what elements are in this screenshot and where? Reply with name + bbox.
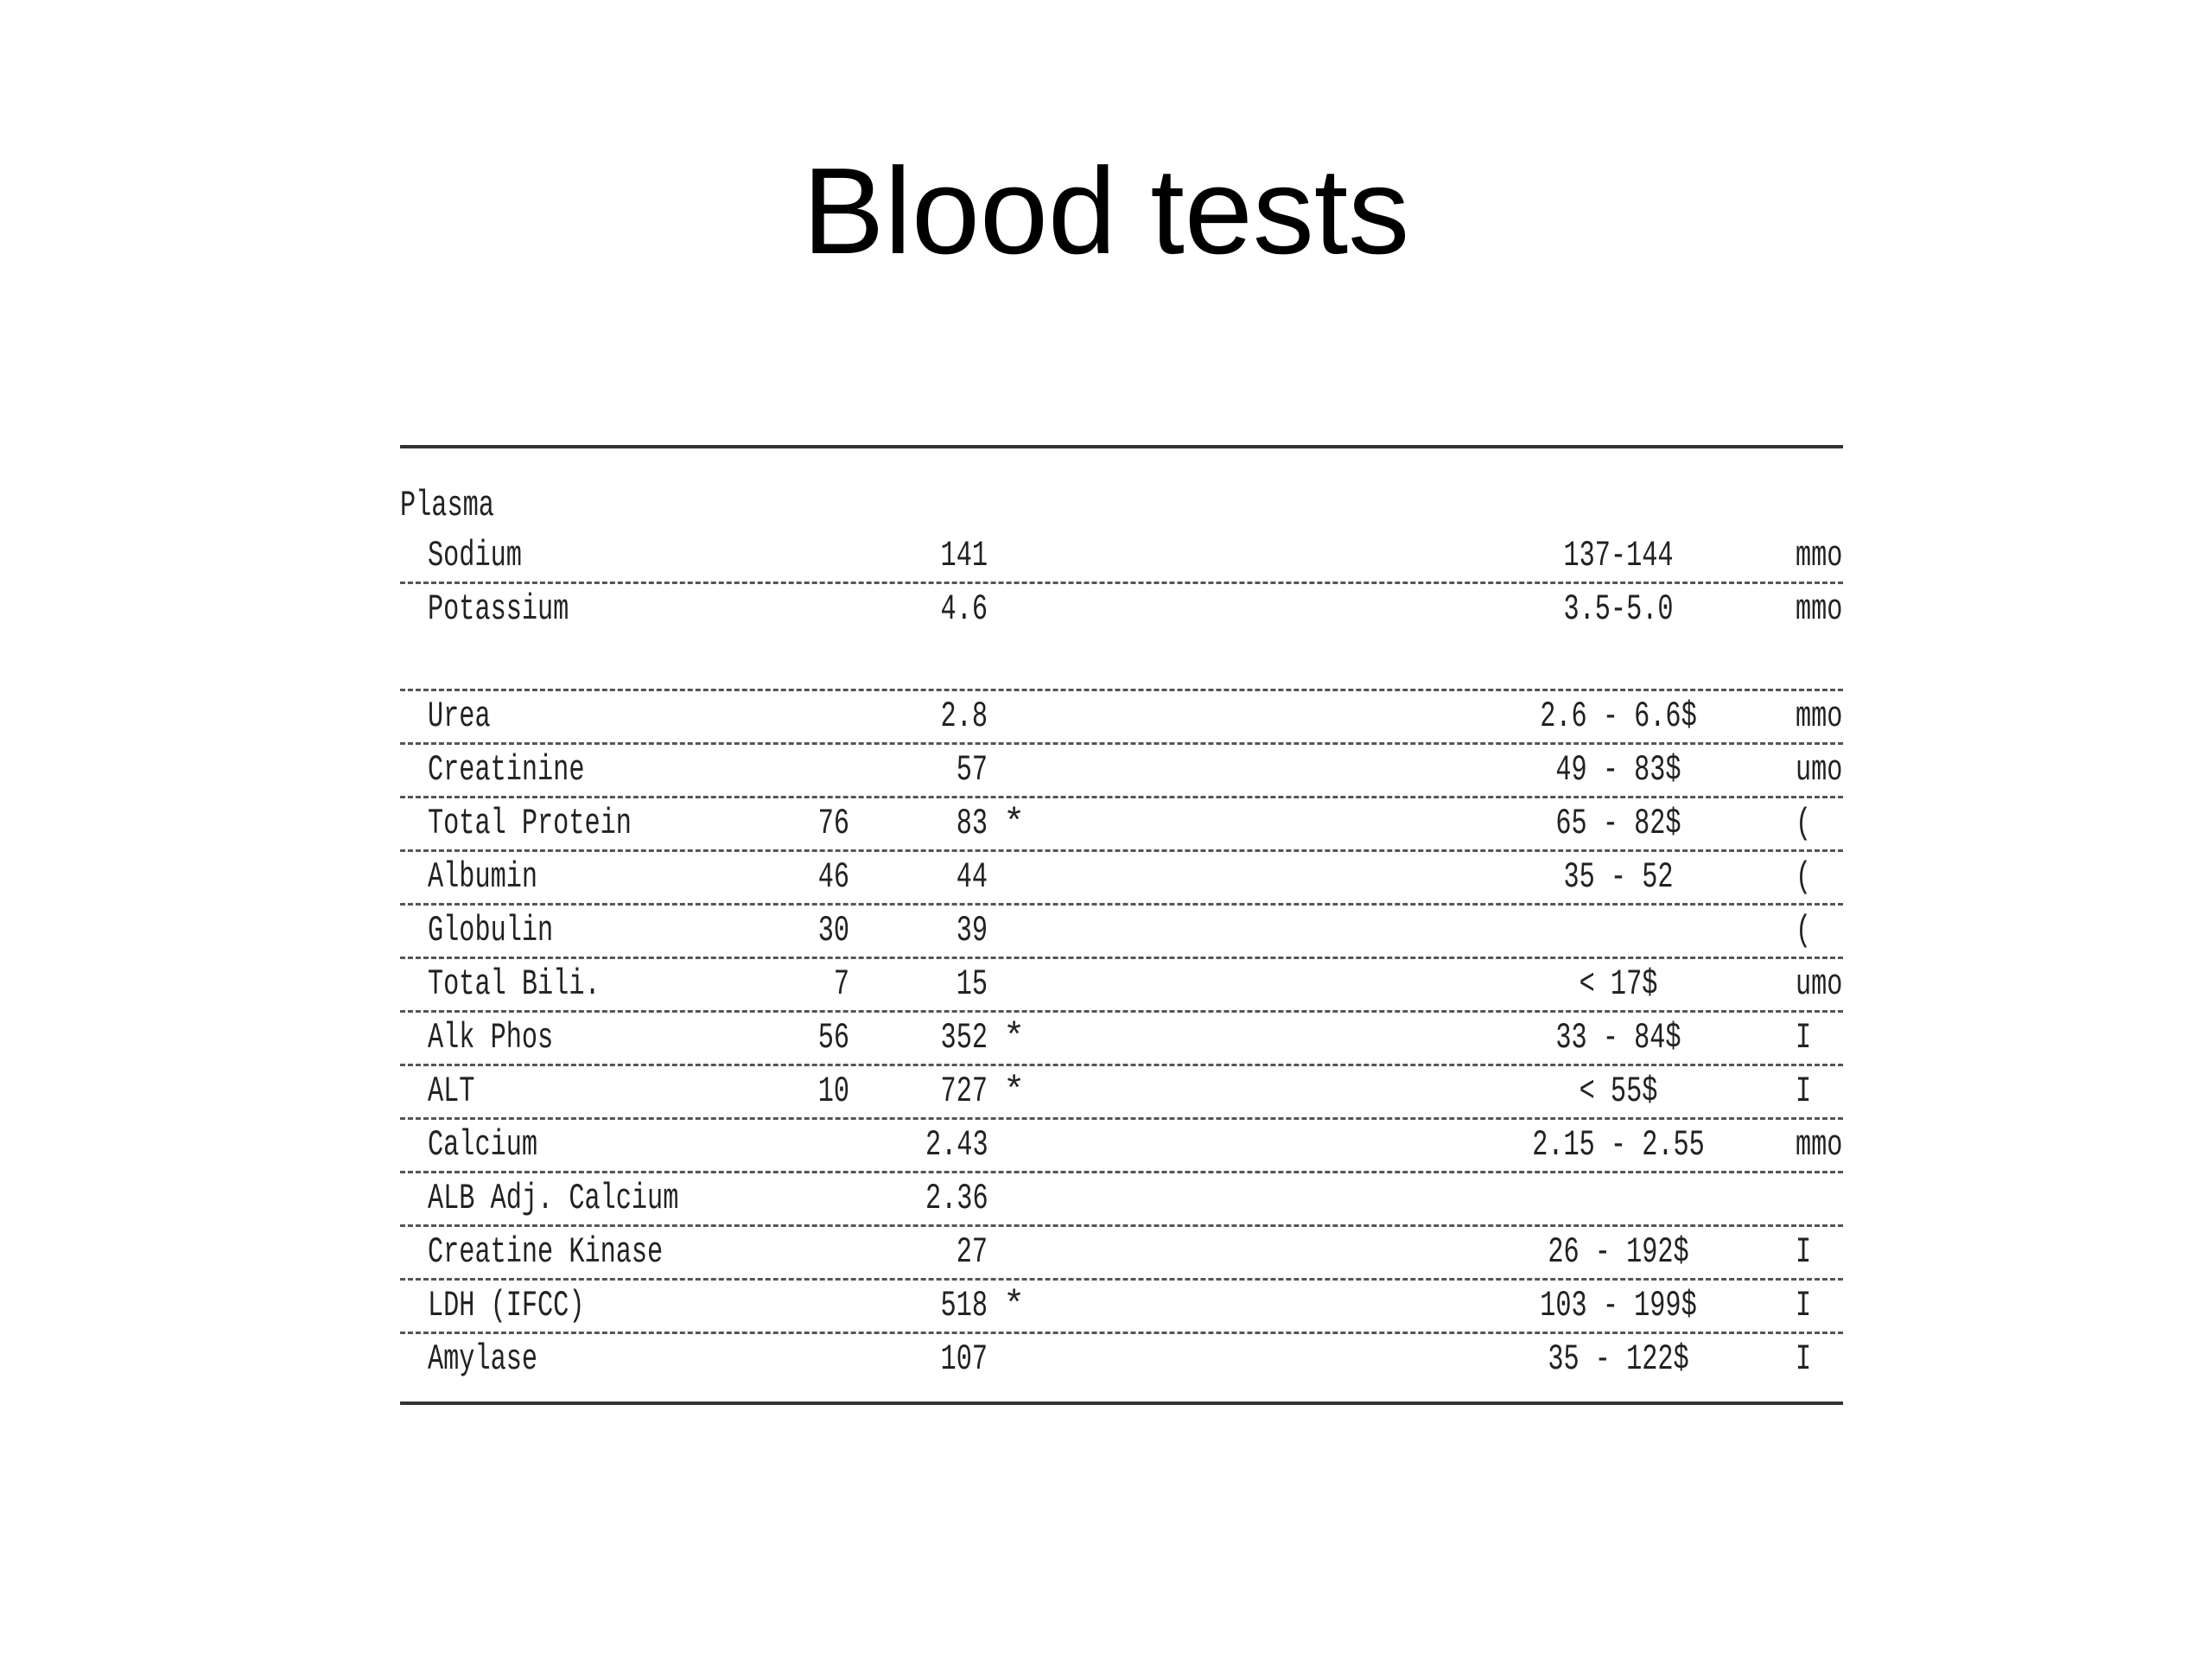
unit: I <box>1796 1285 1812 1326</box>
previous-value: 46 <box>817 856 849 898</box>
previous-value <box>787 1334 849 1385</box>
unit: I <box>1796 1338 1812 1380</box>
previous-value <box>787 1227 849 1278</box>
lab-row-ldh <box>400 1281 1843 1334</box>
abnormal-flag: * <box>1003 1071 1026 1112</box>
test-name: Urea <box>428 696 491 737</box>
current-value: 727 <box>940 1071 988 1112</box>
abnormal-flag <box>1003 959 1029 1010</box>
test-name: Potassium <box>428 588 569 630</box>
lab-row-alb-adj-calcium <box>400 1173 1843 1227</box>
previous-value: 56 <box>817 1017 849 1058</box>
current-value: 2.36 <box>925 1178 988 1219</box>
lab-row-alk-phos <box>400 1013 1843 1066</box>
reference-range: 65 - 82$ <box>1555 803 1681 844</box>
lab-row-creatinine <box>400 745 1843 798</box>
lab-results <box>400 531 1843 1388</box>
unit: umo <box>1796 749 1843 791</box>
test-name: Albumin <box>428 856 538 898</box>
reference-range: 49 - 83$ <box>1555 749 1681 791</box>
previous-value <box>787 745 849 796</box>
unit: ( <box>1796 803 1812 844</box>
reference-range: 26 - 192$ <box>1548 1231 1689 1273</box>
lab-row-sodium <box>400 531 1843 584</box>
lab-row-alt <box>400 1066 1843 1120</box>
lab-row-albumin <box>400 852 1843 906</box>
test-name: Amylase <box>428 1338 538 1380</box>
unit: ( <box>1796 856 1812 898</box>
abnormal-flag <box>1003 1120 1029 1171</box>
reference-range <box>1506 1173 1730 1224</box>
test-name: ALB Adj. Calcium <box>428 1178 679 1219</box>
test-name: ALT <box>428 1071 475 1112</box>
previous-value <box>787 1173 849 1224</box>
reference-range: 35 - 122$ <box>1548 1338 1689 1380</box>
current-value: 352 <box>940 1017 988 1058</box>
lab-row-total-bili <box>400 959 1843 1013</box>
lab-row-total-protein <box>400 798 1843 852</box>
current-value: 15 <box>956 963 988 1005</box>
unit: ( <box>1796 910 1812 951</box>
reference-range: < 17$ <box>1579 963 1658 1005</box>
current-value: 2.8 <box>940 696 988 737</box>
current-value: 2.43 <box>925 1124 988 1166</box>
lab-row-amylase <box>400 1334 1843 1388</box>
previous-value <box>787 691 849 742</box>
abnormal-flag <box>1003 852 1029 903</box>
current-value: 83 <box>956 803 988 844</box>
test-name: Creatine Kinase <box>428 1231 664 1273</box>
previous-value <box>787 1281 849 1332</box>
previous-value: 30 <box>817 910 849 951</box>
abnormal-flag <box>1003 745 1029 796</box>
reference-range: 2.15 - 2.55 <box>1532 1124 1705 1166</box>
current-value: 27 <box>956 1231 988 1273</box>
reference-range: 3.5-5.0 <box>1563 588 1674 630</box>
test-name: Total Protein <box>428 803 632 844</box>
test-name: Sodium <box>428 535 522 576</box>
test-name: Globulin <box>428 910 554 951</box>
test-name: LDH (IFCC) <box>428 1285 585 1326</box>
previous-value: 76 <box>817 803 849 844</box>
abnormal-flag <box>1003 1334 1029 1385</box>
current-value: 141 <box>940 535 988 576</box>
reference-range: 33 - 84$ <box>1555 1017 1681 1058</box>
previous-value <box>787 1120 849 1171</box>
lab-report-table <box>400 445 1843 1405</box>
abnormal-flag <box>1003 691 1029 742</box>
previous-value <box>787 584 849 635</box>
reference-range: 137-144 <box>1563 535 1674 576</box>
previous-value: 10 <box>817 1071 849 1112</box>
lab-row-calcium <box>400 1120 1843 1173</box>
abnormal-flag: * <box>1003 1017 1026 1058</box>
abnormal-flag <box>1003 1227 1029 1278</box>
unit: I <box>1796 1071 1812 1112</box>
current-value: 107 <box>940 1338 988 1380</box>
lab-row-potassium <box>400 584 1843 691</box>
abnormal-flag <box>1003 584 1029 635</box>
lab-row-urea <box>400 691 1843 745</box>
lab-row-creatine-kinase <box>400 1227 1843 1281</box>
current-value: 518 <box>940 1285 988 1326</box>
current-value: 57 <box>956 749 988 791</box>
unit: umo <box>1796 963 1843 1005</box>
unit: I <box>1796 1231 1812 1273</box>
unit: mmo <box>1796 696 1843 737</box>
lab-row-globulin <box>400 906 1843 959</box>
slide-title: Blood tests <box>802 143 1410 280</box>
unit <box>1796 1173 1843 1224</box>
reference-range: 35 - 52 <box>1563 856 1674 898</box>
section-heading: Plasma <box>400 485 494 526</box>
abnormal-flag: * <box>1003 1285 1026 1326</box>
test-name: Alk Phos <box>428 1017 554 1058</box>
unit: mmo <box>1796 1124 1843 1166</box>
test-name: Calcium <box>428 1124 538 1166</box>
reference-range: 103 - 199$ <box>1540 1285 1697 1326</box>
abnormal-flag <box>1003 906 1029 957</box>
previous-value: 7 <box>833 963 849 1005</box>
current-value: 44 <box>956 856 988 898</box>
current-value: 4.6 <box>940 588 988 630</box>
test-name: Total Bili. <box>428 963 601 1005</box>
abnormal-flag <box>1003 531 1029 582</box>
test-name: Creatinine <box>428 749 585 791</box>
reference-range: 2.6 - 6.6$ <box>1540 696 1697 737</box>
reference-range: < 55$ <box>1579 1071 1658 1112</box>
abnormal-flag: * <box>1003 803 1026 844</box>
abnormal-flag <box>1003 1173 1029 1224</box>
unit: mmo <box>1796 535 1843 576</box>
previous-value <box>787 531 849 582</box>
unit: I <box>1796 1017 1812 1058</box>
current-value: 39 <box>956 910 988 951</box>
reference-range <box>1506 906 1730 957</box>
unit: mmo <box>1796 588 1843 630</box>
